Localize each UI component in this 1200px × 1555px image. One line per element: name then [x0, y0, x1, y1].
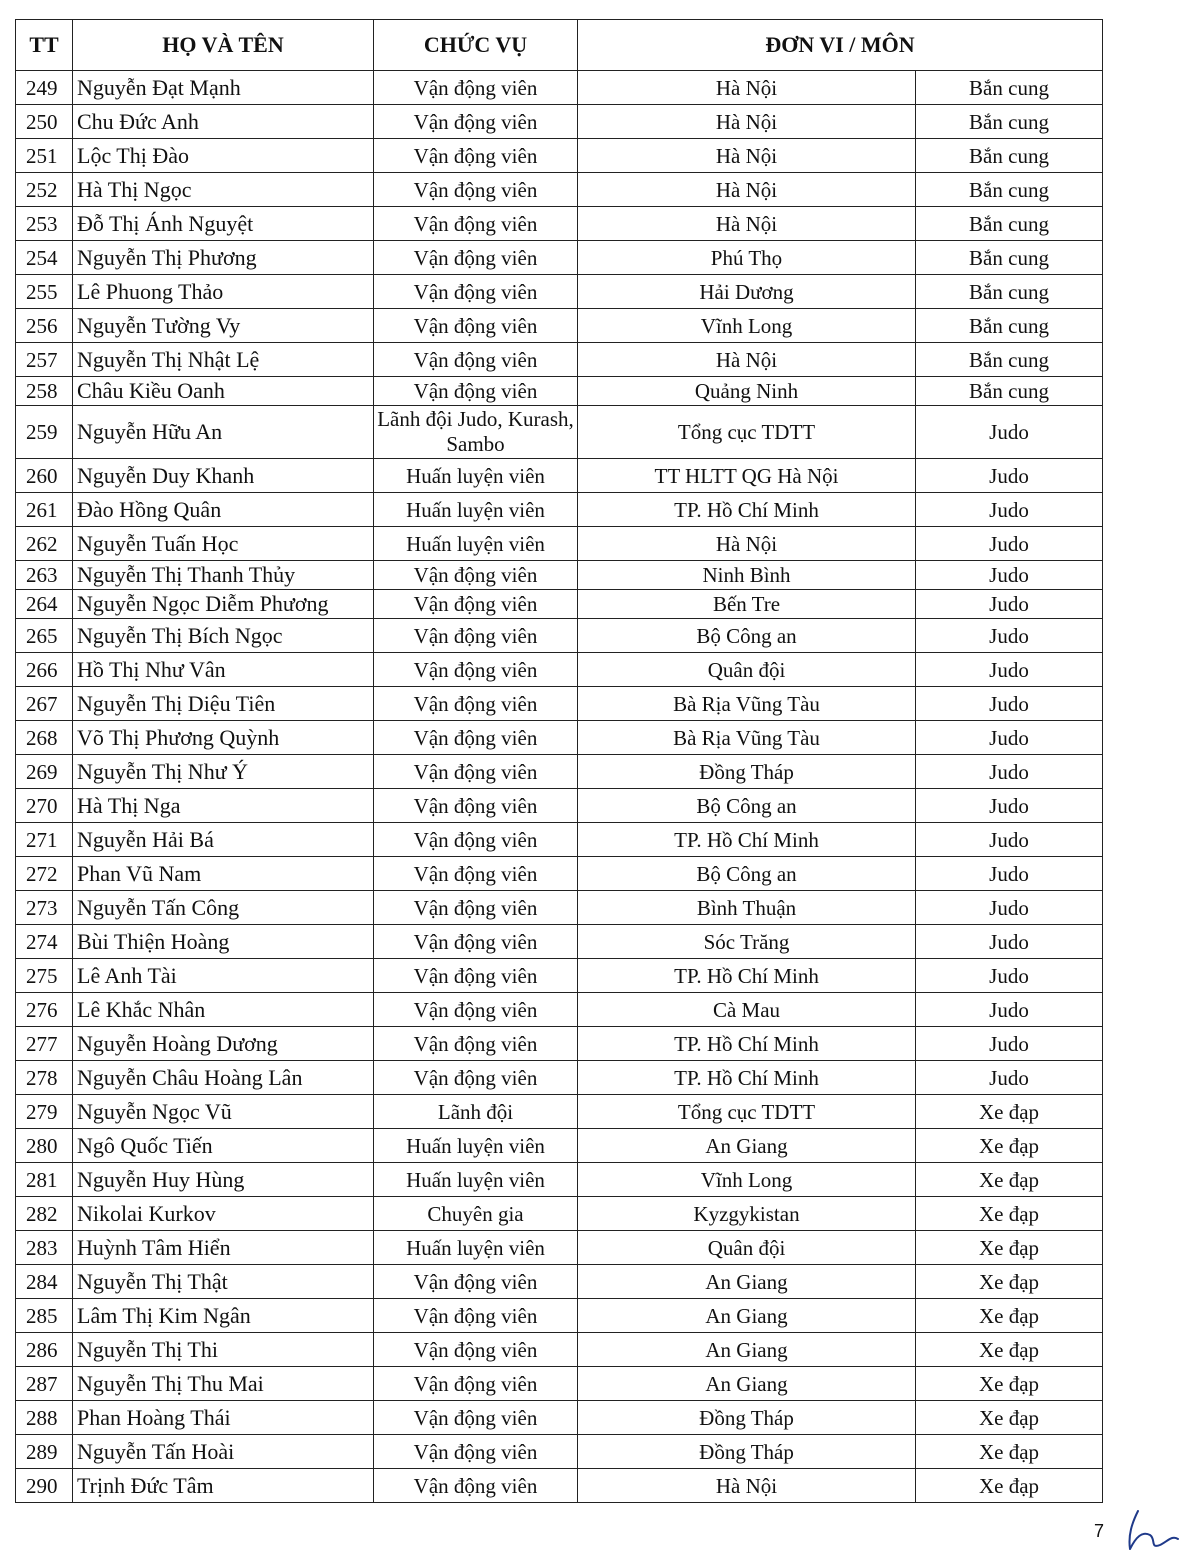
- cell-position: Vận động viên: [374, 857, 578, 891]
- cell-sport: Judo: [916, 493, 1103, 527]
- cell-position: Vận động viên: [374, 1435, 578, 1469]
- cell-sport: Xe đạp: [916, 1197, 1103, 1231]
- table-row: [16, 561, 1103, 590]
- cell-full-name: Chu Đức Anh: [73, 105, 374, 139]
- cell-sport: Xe đạp: [916, 1299, 1103, 1333]
- cell-full-name: Võ Thị Phương Quỳnh: [73, 721, 374, 755]
- cell-unit: Quân đội: [578, 1231, 916, 1265]
- cell-row-number: 256: [16, 309, 73, 343]
- cell-full-name: Nguyễn Thị Thật: [73, 1265, 374, 1299]
- cell-unit: TP. Hồ Chí Minh: [578, 823, 916, 857]
- cell-full-name: Nguyễn Đạt Mạnh: [73, 71, 374, 105]
- cell-sport: Judo: [916, 721, 1103, 755]
- cell-row-number: 258: [16, 377, 73, 406]
- cell-position: Vận động viên: [374, 1367, 578, 1401]
- cell-row-number: 280: [16, 1129, 73, 1163]
- cell-unit: Đồng Tháp: [578, 755, 916, 789]
- table-row: [16, 755, 1103, 789]
- cell-unit: Ninh Bình: [578, 561, 916, 590]
- cell-sport: Bắn cung: [916, 275, 1103, 309]
- table-row: [16, 459, 1103, 493]
- table-row: [16, 241, 1103, 275]
- cell-full-name: Nguyễn Thị Thu Mai: [73, 1367, 374, 1401]
- cell-full-name: Đào Hồng Quân: [73, 493, 374, 527]
- cell-position: Vận động viên: [374, 343, 578, 377]
- cell-position: Vận động viên: [374, 1027, 578, 1061]
- table-row: [16, 71, 1103, 105]
- cell-row-number: 263: [16, 561, 73, 590]
- cell-sport: Judo: [916, 619, 1103, 653]
- cell-position: Vận động viên: [374, 207, 578, 241]
- table-row: [16, 1469, 1103, 1503]
- cell-unit: An Giang: [578, 1129, 916, 1163]
- cell-row-number: 265: [16, 619, 73, 653]
- cell-row-number: 264: [16, 590, 73, 619]
- cell-full-name: Nguyễn Thị Bích Ngọc: [73, 619, 374, 653]
- table-row: [16, 173, 1103, 207]
- cell-sport: Bắn cung: [916, 309, 1103, 343]
- table-row: [16, 1095, 1103, 1129]
- cell-full-name: Nguyễn Tấn Công: [73, 891, 374, 925]
- cell-sport: Bắn cung: [916, 139, 1103, 173]
- cell-unit: Sóc Trăng: [578, 925, 916, 959]
- cell-sport: Xe đạp: [916, 1231, 1103, 1265]
- cell-sport: Judo: [916, 789, 1103, 823]
- header-tt: TT: [16, 20, 73, 71]
- cell-sport: Bắn cung: [916, 343, 1103, 377]
- cell-row-number: 276: [16, 993, 73, 1027]
- cell-position: Vận động viên: [374, 173, 578, 207]
- cell-row-number: 283: [16, 1231, 73, 1265]
- cell-full-name: Nguyễn Thị Như Ý: [73, 755, 374, 789]
- cell-row-number: 279: [16, 1095, 73, 1129]
- cell-row-number: 272: [16, 857, 73, 891]
- cell-unit: Phú Thọ: [578, 241, 916, 275]
- cell-row-number: 288: [16, 1401, 73, 1435]
- cell-sport: Judo: [916, 561, 1103, 590]
- table-row: [16, 891, 1103, 925]
- cell-full-name: Nguyễn Châu Hoàng Lân: [73, 1061, 374, 1095]
- table-row: [16, 207, 1103, 241]
- table-row: [16, 1435, 1103, 1469]
- cell-sport: Judo: [916, 857, 1103, 891]
- cell-full-name: Nguyễn Thị Nhật Lệ: [73, 343, 374, 377]
- cell-sport: Bắn cung: [916, 105, 1103, 139]
- table-header-row: [16, 20, 1103, 71]
- cell-unit: TP. Hồ Chí Minh: [578, 1027, 916, 1061]
- cell-position: Vận động viên: [374, 590, 578, 619]
- cell-unit: TP. Hồ Chí Minh: [578, 493, 916, 527]
- cell-position: Vận động viên: [374, 891, 578, 925]
- cell-row-number: 278: [16, 1061, 73, 1095]
- cell-position: Vận động viên: [374, 993, 578, 1027]
- cell-full-name: Nguyễn Tuấn Học: [73, 527, 374, 561]
- cell-sport: Xe đạp: [916, 1129, 1103, 1163]
- cell-sport: Bắn cung: [916, 207, 1103, 241]
- table-row: [16, 1197, 1103, 1231]
- cell-full-name: Lộc Thị Đào: [73, 139, 374, 173]
- table-row: [16, 406, 1103, 459]
- cell-unit: Hà Nội: [578, 207, 916, 241]
- table-row: [16, 789, 1103, 823]
- cell-unit: Bộ Công an: [578, 857, 916, 891]
- cell-position: Vận động viên: [374, 619, 578, 653]
- cell-row-number: 269: [16, 755, 73, 789]
- cell-position: Huấn luyện viên: [374, 527, 578, 561]
- cell-position: Vận động viên: [374, 1401, 578, 1435]
- table-row: [16, 590, 1103, 619]
- signature-mark: [1120, 1505, 1190, 1553]
- cell-row-number: 253: [16, 207, 73, 241]
- table-row: [16, 823, 1103, 857]
- cell-row-number: 284: [16, 1265, 73, 1299]
- cell-row-number: 275: [16, 959, 73, 993]
- cell-sport: Judo: [916, 590, 1103, 619]
- cell-unit: Cà Mau: [578, 993, 916, 1027]
- cell-sport: Judo: [916, 687, 1103, 721]
- table-row: [16, 1401, 1103, 1435]
- cell-sport: Judo: [916, 959, 1103, 993]
- table-row: [16, 377, 1103, 406]
- cell-position: Vận động viên: [374, 1061, 578, 1095]
- cell-full-name: Nguyễn Huy Hùng: [73, 1163, 374, 1197]
- cell-row-number: 259: [16, 406, 73, 459]
- cell-row-number: 251: [16, 139, 73, 173]
- cell-position: Vận động viên: [374, 561, 578, 590]
- cell-position: Vận động viên: [374, 653, 578, 687]
- cell-unit: An Giang: [578, 1333, 916, 1367]
- cell-position: Vận động viên: [374, 275, 578, 309]
- cell-sport: Judo: [916, 1027, 1103, 1061]
- table-row: [16, 275, 1103, 309]
- table-row: [16, 687, 1103, 721]
- cell-full-name: Nguyễn Hữu An: [73, 406, 374, 459]
- table-row: [16, 1027, 1103, 1061]
- cell-sport: Xe đạp: [916, 1435, 1103, 1469]
- cell-full-name: Ngô Quốc Tiến: [73, 1129, 374, 1163]
- cell-row-number: 281: [16, 1163, 73, 1197]
- cell-sport: Judo: [916, 755, 1103, 789]
- table-row: [16, 343, 1103, 377]
- cell-position: Vận động viên: [374, 71, 578, 105]
- table-row: [16, 139, 1103, 173]
- cell-full-name: Huỳnh Tâm Hiển: [73, 1231, 374, 1265]
- cell-full-name: Lê Phuong Thảo: [73, 275, 374, 309]
- table-row: [16, 1265, 1103, 1299]
- cell-full-name: Phan Vũ Nam: [73, 857, 374, 891]
- cell-full-name: Nguyễn Thị Thi: [73, 1333, 374, 1367]
- cell-unit: Vĩnh Long: [578, 1163, 916, 1197]
- cell-full-name: Bùi Thiện Hoàng: [73, 925, 374, 959]
- cell-row-number: 252: [16, 173, 73, 207]
- cell-row-number: 254: [16, 241, 73, 275]
- table-row: [16, 1333, 1103, 1367]
- cell-unit: Bình Thuận: [578, 891, 916, 925]
- table-row: [16, 105, 1103, 139]
- cell-row-number: 274: [16, 925, 73, 959]
- cell-position: Vận động viên: [374, 1265, 578, 1299]
- cell-unit: Hải Dương: [578, 275, 916, 309]
- cell-row-number: 286: [16, 1333, 73, 1367]
- cell-row-number: 271: [16, 823, 73, 857]
- cell-unit: Hà Nội: [578, 527, 916, 561]
- cell-full-name: Nguyễn Thị Diệu Tiên: [73, 687, 374, 721]
- table-row: [16, 857, 1103, 891]
- cell-full-name: Nguyễn Hoàng Dương: [73, 1027, 374, 1061]
- cell-position: Chuyên gia: [374, 1197, 578, 1231]
- cell-unit: Hà Nội: [578, 173, 916, 207]
- header-unit-sport: ĐƠN VI / MÔN: [578, 20, 1103, 71]
- cell-row-number: 261: [16, 493, 73, 527]
- table-row: [16, 653, 1103, 687]
- cell-unit: Bộ Công an: [578, 789, 916, 823]
- cell-full-name: Lê Anh Tài: [73, 959, 374, 993]
- cell-sport: Xe đạp: [916, 1333, 1103, 1367]
- cell-unit: Quảng Ninh: [578, 377, 916, 406]
- page-number: 7: [1094, 1521, 1105, 1541]
- cell-row-number: 260: [16, 459, 73, 493]
- cell-full-name: Đỗ Thị Ánh Nguyệt: [73, 207, 374, 241]
- table-row: [16, 527, 1103, 561]
- cell-unit: Quân đội: [578, 653, 916, 687]
- cell-sport: Judo: [916, 653, 1103, 687]
- cell-full-name: Nguyễn Ngọc Vũ: [73, 1095, 374, 1129]
- cell-unit: Hà Nội: [578, 139, 916, 173]
- table-row: [16, 925, 1103, 959]
- cell-position: Huấn luyện viên: [374, 493, 578, 527]
- cell-sport: Judo: [916, 993, 1103, 1027]
- cell-row-number: 270: [16, 789, 73, 823]
- cell-position: Vận động viên: [374, 1299, 578, 1333]
- cell-row-number: 249: [16, 71, 73, 105]
- cell-unit: Tổng cục TDTT: [578, 1095, 916, 1129]
- cell-row-number: 268: [16, 721, 73, 755]
- cell-unit: Hà Nội: [578, 105, 916, 139]
- cell-full-name: Hà Thị Nga: [73, 789, 374, 823]
- cell-row-number: 250: [16, 105, 73, 139]
- cell-row-number: 267: [16, 687, 73, 721]
- cell-sport: Bắn cung: [916, 173, 1103, 207]
- cell-position: Lãnh đội Judo, Kurash, Sambo: [374, 406, 578, 459]
- cell-position: Vận động viên: [374, 105, 578, 139]
- cell-unit: Bà Rịa Vũng Tàu: [578, 721, 916, 755]
- cell-full-name: Nikolai Kurkov: [73, 1197, 374, 1231]
- table-row: [16, 1231, 1103, 1265]
- roster-table: [15, 19, 1103, 1503]
- cell-position: Vận động viên: [374, 789, 578, 823]
- cell-sport: Xe đạp: [916, 1367, 1103, 1401]
- table-row: [16, 493, 1103, 527]
- cell-position: Vận động viên: [374, 959, 578, 993]
- table-row: [16, 1163, 1103, 1197]
- cell-unit: Hà Nội: [578, 343, 916, 377]
- cell-sport: Judo: [916, 1061, 1103, 1095]
- cell-sport: Bắn cung: [916, 241, 1103, 275]
- cell-full-name: Hà Thị Ngọc: [73, 173, 374, 207]
- cell-position: Vận động viên: [374, 377, 578, 406]
- cell-position: Vận động viên: [374, 823, 578, 857]
- cell-full-name: Nguyễn Hải Bá: [73, 823, 374, 857]
- cell-row-number: 287: [16, 1367, 73, 1401]
- cell-sport: Judo: [916, 527, 1103, 561]
- cell-full-name: Lê Khắc Nhân: [73, 993, 374, 1027]
- cell-position: Vận động viên: [374, 309, 578, 343]
- cell-full-name: Nguyễn Thị Thanh Thủy: [73, 561, 374, 590]
- cell-full-name: Nguyễn Tường Vy: [73, 309, 374, 343]
- cell-full-name: Châu Kiều Oanh: [73, 377, 374, 406]
- cell-row-number: 255: [16, 275, 73, 309]
- cell-full-name: Hồ Thị Như Vân: [73, 653, 374, 687]
- cell-unit: Bà Rịa Vũng Tàu: [578, 687, 916, 721]
- cell-row-number: 266: [16, 653, 73, 687]
- cell-sport: Bắn cung: [916, 71, 1103, 105]
- table-row: [16, 1367, 1103, 1401]
- cell-row-number: 289: [16, 1435, 73, 1469]
- cell-position: Vận động viên: [374, 721, 578, 755]
- cell-sport: Xe đạp: [916, 1469, 1103, 1503]
- cell-unit: Kyzgykistan: [578, 1197, 916, 1231]
- cell-full-name: Lâm Thị Kim Ngân: [73, 1299, 374, 1333]
- table-body: [16, 71, 1103, 1503]
- cell-unit: Bộ Công an: [578, 619, 916, 653]
- cell-sport: Judo: [916, 891, 1103, 925]
- header-full-name: HỌ VÀ TÊN: [73, 20, 374, 71]
- cell-unit: An Giang: [578, 1299, 916, 1333]
- cell-position: Huấn luyện viên: [374, 1231, 578, 1265]
- table-row: [16, 959, 1103, 993]
- cell-unit: An Giang: [578, 1265, 916, 1299]
- cell-sport: Bắn cung: [916, 377, 1103, 406]
- cell-sport: Judo: [916, 925, 1103, 959]
- cell-position: Vận động viên: [374, 1333, 578, 1367]
- cell-position: Huấn luyện viên: [374, 459, 578, 493]
- cell-unit: Đồng Tháp: [578, 1401, 916, 1435]
- cell-full-name: Trịnh Đức Tâm: [73, 1469, 374, 1503]
- cell-row-number: 262: [16, 527, 73, 561]
- cell-row-number: 285: [16, 1299, 73, 1333]
- cell-row-number: 273: [16, 891, 73, 925]
- cell-unit: Vĩnh Long: [578, 309, 916, 343]
- cell-unit: TP. Hồ Chí Minh: [578, 1061, 916, 1095]
- cell-sport: Xe đạp: [916, 1265, 1103, 1299]
- cell-position: Lãnh đội: [374, 1095, 578, 1129]
- cell-unit: Hà Nội: [578, 71, 916, 105]
- table-row: [16, 1129, 1103, 1163]
- cell-unit: An Giang: [578, 1367, 916, 1401]
- cell-unit: TP. Hồ Chí Minh: [578, 959, 916, 993]
- cell-unit: Đồng Tháp: [578, 1435, 916, 1469]
- cell-row-number: 282: [16, 1197, 73, 1231]
- table-row: [16, 309, 1103, 343]
- cell-position: Vận động viên: [374, 925, 578, 959]
- cell-sport: Judo: [916, 406, 1103, 459]
- cell-row-number: 257: [16, 343, 73, 377]
- cell-sport: Xe đạp: [916, 1163, 1103, 1197]
- table-row: [16, 993, 1103, 1027]
- cell-sport: Judo: [916, 459, 1103, 493]
- cell-sport: Judo: [916, 823, 1103, 857]
- cell-sport: Xe đạp: [916, 1401, 1103, 1435]
- cell-unit: Bến Tre: [578, 590, 916, 619]
- cell-position: Vận động viên: [374, 755, 578, 789]
- cell-unit: Hà Nội: [578, 1469, 916, 1503]
- cell-position: Vận động viên: [374, 139, 578, 173]
- cell-unit: TT HLTT QG Hà Nội: [578, 459, 916, 493]
- cell-full-name: Nguyễn Thị Phương: [73, 241, 374, 275]
- header-position: CHỨC VỤ: [374, 20, 578, 71]
- cell-row-number: 277: [16, 1027, 73, 1061]
- table-row: [16, 1299, 1103, 1333]
- cell-full-name: Nguyễn Ngọc Diễm Phương: [73, 590, 374, 619]
- cell-full-name: Phan Hoàng Thái: [73, 1401, 374, 1435]
- table-row: [16, 721, 1103, 755]
- cell-full-name: Nguyễn Tấn Hoài: [73, 1435, 374, 1469]
- cell-full-name: Nguyễn Duy Khanh: [73, 459, 374, 493]
- table-row: [16, 1061, 1103, 1095]
- cell-row-number: 290: [16, 1469, 73, 1503]
- cell-position: Huấn luyện viên: [374, 1129, 578, 1163]
- cell-sport: Xe đạp: [916, 1095, 1103, 1129]
- table-row: [16, 619, 1103, 653]
- cell-unit: Tổng cục TDTT: [578, 406, 916, 459]
- cell-position: Vận động viên: [374, 687, 578, 721]
- cell-position: Vận động viên: [374, 241, 578, 275]
- cell-position: Huấn luyện viên: [374, 1163, 578, 1197]
- cell-position: Vận động viên: [374, 1469, 578, 1503]
